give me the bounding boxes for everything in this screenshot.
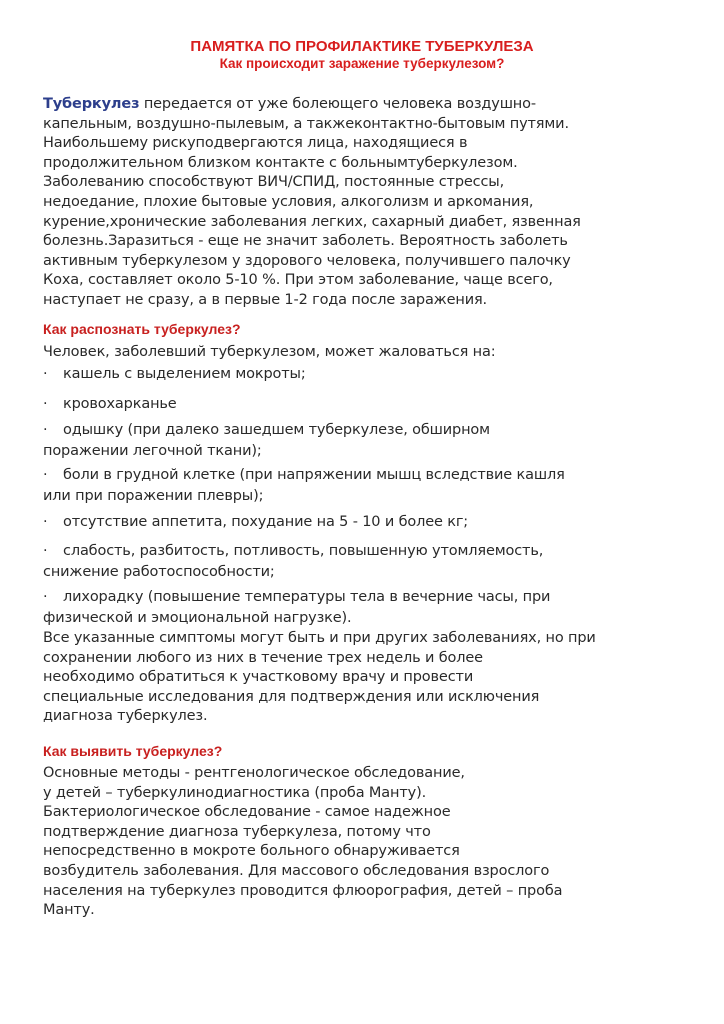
bullet-dot: · — [43, 366, 48, 382]
section-heading-detect: Как выявить туберкулез? — [43, 743, 223, 759]
symptom-text-continued: снижение работоспособности; — [43, 563, 275, 580]
symptom-text: слабость, разбитость, потливость, повышенную утомляемость, — [63, 543, 544, 559]
detection-line: населения на туберкулез проводится флюорография, детей – проба — [43, 882, 563, 899]
symptom-list-item — [43, 587, 693, 628]
advice-line: специальные исследования для подтверждения или исключения — [43, 688, 540, 705]
symptom-text-continued: поражении легочной ткани); — [43, 442, 262, 459]
symptom-text: кашель с выделением мокроты; — [63, 366, 306, 382]
symptom-text: отсутствие аппетита, похудание на 5 - 10 и более кг; — [63, 514, 469, 530]
intro-line: Заболеванию способствуют ВИЧ/СПИД, постоянные стрессы, — [43, 174, 505, 191]
detection-line: непосредственно в мокроте больного обнаруживается — [43, 843, 460, 860]
bullet-dot: · — [43, 543, 48, 559]
intro-line: наступает не сразу, а в первые 1-2 года после заражения. — [43, 291, 487, 308]
symptom-list-item — [43, 512, 693, 533]
symptom-text-continued: физической и эмоциональной нагрузке). — [43, 609, 352, 626]
symptoms-advice-paragraph — [43, 629, 693, 727]
section-heading-recognize: Как распознать туберкулез? — [43, 321, 241, 337]
bullet-dot: · — [43, 467, 48, 483]
page-subtitle: Как происходит заражение туберкулезом? — [219, 56, 505, 71]
symptoms-lead — [43, 343, 693, 363]
symptom-text: кровохарканье — [63, 396, 177, 412]
intro-line: болезнь.Заразиться - еще не значит заболеть. Вероятность заболеть — [43, 233, 568, 250]
symptom-list-item — [43, 394, 693, 415]
page-title: ПАМЯТКА ПО ПРОФИЛАКТИКЕ ТУБЕРКУЛЕЗА — [190, 38, 534, 55]
detection-line: Манту. — [43, 902, 95, 919]
intro-line: активным туберкулезом у здорового человека, получившего палочку — [43, 252, 571, 269]
advice-line: сохранении любого из них в течение трех недель и более — [43, 649, 483, 666]
detection-line: подтверждение диагноза туберкулеза, потому что — [43, 823, 431, 840]
advice-line: Все указанные симптомы могут быть и при других заболеваниях, но при — [43, 630, 596, 646]
intro-paragraph — [43, 95, 693, 311]
bullet-dot: · — [43, 396, 48, 412]
bullet-dot: · — [43, 422, 48, 438]
intro-first-line — [43, 95, 693, 115]
intro-term: Туберкулез — [43, 96, 140, 112]
symptom-text: лихорадку (повышение температуры тела в вечерние часы, при — [63, 589, 551, 605]
intro-first-line-text: передается от уже болеющего человека воздушно- — [139, 96, 536, 112]
symptoms-lead-text: Человек, заболевший туберкулезом, может жаловаться на: — [43, 344, 496, 360]
symptom-list-item — [43, 364, 693, 385]
symptom-list-item — [43, 465, 693, 506]
intro-line: курение,хронические заболевания легких, сахарный диабет, язвенная — [43, 213, 581, 230]
detection-line: Бактериологическое обследование - самое надежное — [43, 804, 451, 821]
intro-line: капельным, воздушно-пылевым, а такжеконтактно-бытовым путями. — [43, 115, 569, 132]
symptom-text: боли в грудной клетке (при напряжении мышц вследствие кашля — [63, 467, 565, 483]
detection-line: возбудитель заболевания. Для массового обследования взрослого — [43, 862, 550, 879]
intro-line: Наибольшему рискуподвергаются лица, находящиеся в — [43, 135, 468, 152]
detection-line: у детей – туберкулинодиагностика (проба Манту). — [43, 784, 427, 801]
symptom-text-continued: или при поражении плевры); — [43, 487, 264, 504]
symptom-list-item — [43, 420, 693, 461]
intro-line: недоедание, плохие бытовые условия, алкоголизм и аркомания, — [43, 193, 534, 210]
bullet-dot: · — [43, 514, 48, 530]
advice-line: необходимо обратиться к участковому врачу и провести — [43, 669, 474, 686]
detection-line: Основные методы - рентгенологическое обследование, — [43, 765, 465, 781]
intro-line: Коха, составляет около 5-10 %. При этом заболевание, чаще всего, — [43, 272, 553, 289]
advice-line: диагноза туберкулез. — [43, 708, 208, 725]
bullet-dot: · — [43, 589, 48, 605]
detection-paragraph — [43, 764, 693, 921]
symptom-text: одышку (при далеко зашедшем туберкулезе, обширном — [63, 422, 490, 438]
symptom-list-item — [43, 541, 693, 582]
intro-line: продолжительном близком контакте с больнымтуберкулезом. — [43, 154, 518, 171]
